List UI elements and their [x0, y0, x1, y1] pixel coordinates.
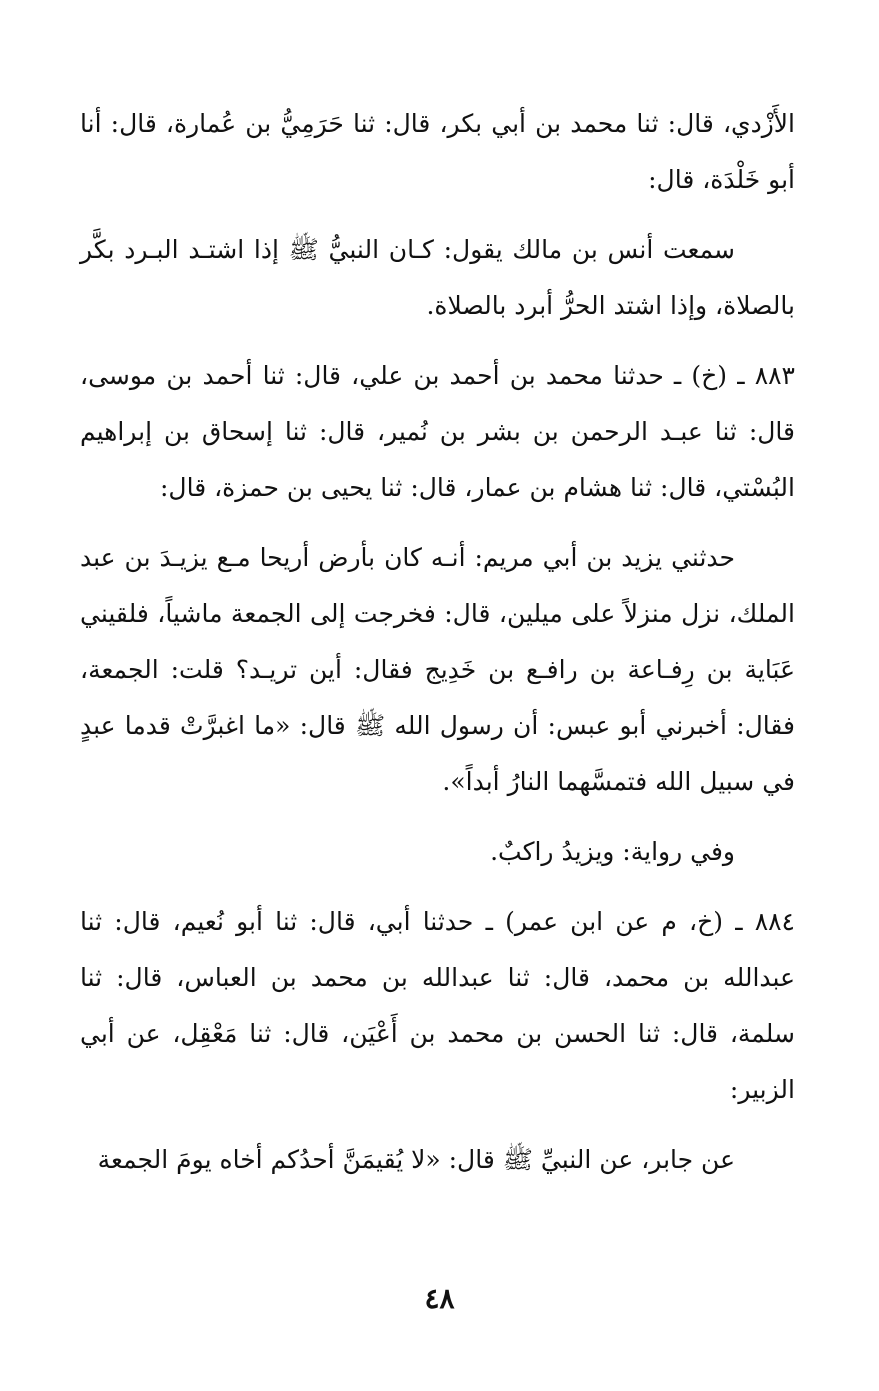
- paragraph-hadith-883-matn: حدثني يزيد بن أبي مريم: أنـه كان بأرض أريحا مـع يزيـدَ بن عبد الملك، نزل منزلاً على ميلين، قال: فخرجت إلى الجمعة ماشياً، فلقيني عَبَاية بن رِفـاعة بن رافـع بن خَدِيج فقال: أين تريـد؟ قلت: الجمعة، فقال: أخبرني أبو عبس: أن رسول الله ﷺ قال: «ما اغبرَّتْ قدما عبدٍ في سبيل الله فتمسَّهما النارُ أبداً».: [80, 543, 795, 796]
- paragraph-hadith-884-isnad: ٨٨٤ ـ (خ، م عن ابن عمر) ـ حدثنا أبي، قال: ثنا أبو نُعيم، قال: ثنا عبدالله بن محمد، قال: ثنا عبدالله بن محمد بن العباس، قال: ثنا سلمة، قال: ثنا الحسن بن محمد بن أَعْيَن، قال: ثنا مَعْقِل، عن أبي الزبير:: [80, 907, 795, 1104]
- paragraph-hadith-884-matn: عن جابر، عن النبيِّ ﷺ قال: «لا يُقيمَنَّ أحدُكم أخاه يومَ الجمعة: [97, 1145, 735, 1174]
- paragraph-hadith-883-isnad: ٨٨٣ ـ (خ) ـ حدثنا محمد بن أحمد بن علي، قال: ثنا أحمد بن موسى، قال: ثنا عبـد الرحمن بن بشر بن نُمير، قال: ثنا إسحاق بن إبراهيم البُسْتي، قال: ثنا هشام بن عمار، قال: ثنا يحيى بن حمزة، قال:: [80, 361, 795, 502]
- page-number: ٤٨: [424, 1282, 455, 1315]
- page-body-text: [80, 96, 795, 1202]
- paragraph-isnad-continuation: الأَزْدي، قال: ثنا محمد بن أبي بكر، قال: ثنا حَرَمِيُّ بن عُمارة، قال: أنا أبو خَلْدَة، قال:: [80, 109, 795, 194]
- paragraph-hadith-anas: سمعت أنس بن مالك يقول: كـان النبيُّ ﷺ إذا اشتـد البـرد بكَّر بالصلاة، وإذا اشتد الحرُّ أبرد بالصلاة.: [80, 235, 795, 320]
- paragraph-riwaya-note: وفي رواية: ويزيدُ راكبٌ.: [490, 837, 735, 866]
